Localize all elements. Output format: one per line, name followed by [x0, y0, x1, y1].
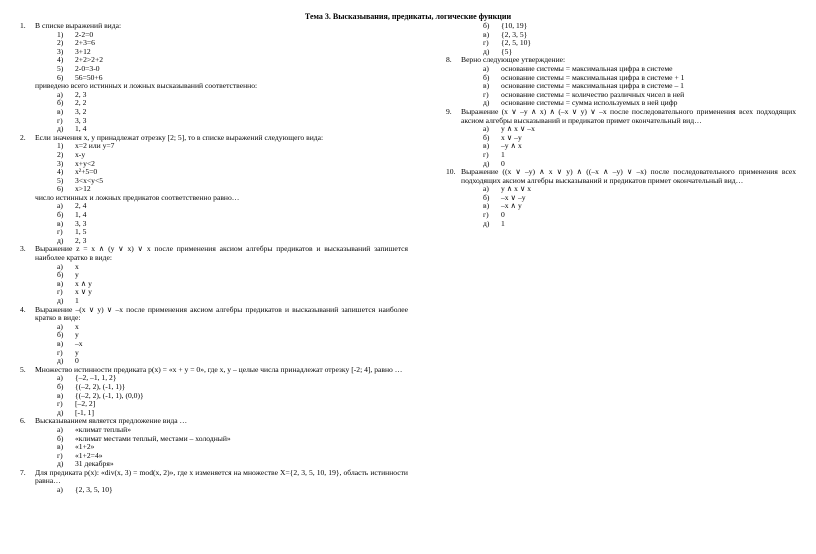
question-continuation: число истинных и ложных предикатов соответственно равно…: [35, 192, 240, 202]
answer-option: [57, 202, 408, 211]
option-text: 2, 3: [75, 89, 87, 99]
question-block: [20, 134, 408, 246]
option-label: г): [57, 227, 63, 237]
question-text: В списке выражений вида:: [35, 21, 122, 30]
answer-option: [483, 39, 796, 48]
question-block: [20, 366, 408, 418]
answer-option: [57, 228, 408, 237]
option-text: 1: [501, 218, 505, 228]
question-number: 3.: [20, 244, 26, 254]
answer-option: [57, 48, 408, 57]
option-label: д): [57, 459, 64, 469]
option-label: д): [57, 296, 64, 305]
option-text: 31 декабря»: [75, 459, 114, 469]
question-number: 2.: [20, 132, 26, 142]
option-label: д): [483, 98, 490, 108]
option-label: б): [57, 433, 64, 443]
option-label: 3): [57, 158, 64, 168]
option-label: б): [483, 192, 490, 202]
option-text: {–2, –1, 1, 2}: [75, 373, 117, 383]
option-label: а): [57, 321, 63, 331]
option-label: а): [57, 201, 63, 211]
answer-option: [57, 220, 408, 229]
option-text: «климат местами теплый, местами – холодный»: [75, 433, 231, 443]
option-label: в): [57, 338, 64, 348]
answer-option: [57, 177, 408, 186]
answer-option: [57, 435, 408, 444]
question-text: Верно следующее утверждение:: [461, 55, 566, 65]
option-text: {(–2, 2), (-1, 1)}: [75, 381, 126, 391]
option-label: а): [483, 184, 489, 194]
option-label: д): [483, 46, 490, 56]
option-text: x ∨ y: [75, 287, 92, 297]
option-text: «климат теплый»: [75, 424, 131, 434]
option-label: 2): [57, 149, 64, 159]
option-text: 0: [501, 158, 505, 168]
answer-option: [57, 443, 408, 452]
answer-option: [57, 99, 408, 108]
option-label: 6): [57, 184, 64, 194]
question-block: [20, 306, 408, 366]
option-text: основание системы = максимальная цифра в системе: [501, 63, 673, 73]
option-text: –x: [75, 338, 83, 348]
option-label: 2): [57, 38, 64, 48]
option-label: в): [57, 106, 64, 116]
option-text: –y ∧ x: [501, 141, 522, 151]
option-label: б): [483, 132, 490, 142]
option-label: 1): [57, 29, 64, 39]
option-text: 2, 3: [75, 235, 87, 245]
option-text: x-y: [75, 149, 86, 159]
option-text: x: [75, 261, 79, 271]
question-block: [446, 168, 796, 228]
answer-option: [483, 220, 796, 229]
answer-option: [483, 211, 796, 220]
option-text: –x ∧ y: [501, 201, 522, 211]
page-title: Тема 3. Высказывания, предикаты, логические функции: [304, 12, 512, 21]
option-label: в): [483, 201, 490, 211]
question-number: 5.: [20, 364, 26, 374]
answer-option: [57, 39, 408, 48]
question-block: [446, 22, 796, 56]
option-text: 2, 4: [75, 201, 87, 211]
answer-option: [57, 56, 408, 65]
option-label: 4): [57, 167, 64, 177]
option-text: x>12: [75, 184, 91, 194]
question-continuation: приведено всего истинных и ложных высказываний соответственно:: [35, 81, 258, 91]
option-label: г): [483, 149, 489, 159]
answer-option: [483, 142, 796, 151]
option-label: б): [483, 21, 490, 30]
option-text: –x ∨ –y: [501, 192, 526, 202]
option-label: г): [57, 287, 63, 297]
answer-option: [57, 91, 408, 100]
answer-option: [57, 331, 408, 340]
option-label: в): [57, 218, 64, 228]
answer-option: [483, 151, 796, 160]
option-text: x: [75, 321, 79, 331]
option-label: 1): [57, 141, 64, 151]
option-text: «1+2=4»: [75, 450, 103, 460]
option-label: в): [57, 390, 64, 400]
option-label: в): [483, 141, 490, 151]
option-label: д): [483, 218, 490, 228]
answer-option: [57, 486, 408, 495]
option-label: г): [483, 210, 489, 220]
option-label: в): [57, 442, 64, 452]
question-text: Множество истинности предиката p(x) = «x + y = 0», где x, y – целые числа принадлежат отрезку [-2; 4], равно …: [35, 364, 403, 374]
answer-option: [57, 288, 408, 297]
option-text: основание системы = максимальная цифра в системе – 1: [501, 81, 684, 91]
question-number: 9.: [446, 106, 452, 116]
option-text: x ∧ y: [75, 278, 92, 288]
option-label: д): [483, 158, 490, 168]
option-text: 2-2=0: [75, 29, 94, 39]
option-text: y: [75, 347, 79, 357]
option-text: {2, 3, 5, 10}: [75, 485, 113, 495]
answer-option: [483, 125, 796, 134]
question-number: 10.: [446, 167, 456, 177]
left-column: [20, 22, 408, 495]
option-text: 2+2>2+2: [75, 55, 104, 65]
option-label: а): [57, 373, 63, 383]
answer-option: [57, 74, 408, 83]
answer-option: [57, 185, 408, 194]
right-column: [446, 22, 796, 228]
answer-option: [483, 134, 796, 143]
option-label: а): [57, 89, 63, 99]
option-text: 3, 3: [75, 218, 87, 228]
option-label: б): [57, 330, 64, 340]
option-text: 2+3=6: [75, 38, 95, 48]
answer-option: [57, 271, 408, 280]
option-label: г): [483, 89, 489, 99]
option-label: 4): [57, 55, 64, 65]
option-label: а): [483, 63, 489, 73]
option-text: 1, 5: [75, 227, 87, 237]
option-label: а): [483, 124, 489, 134]
question-number: 1.: [20, 21, 26, 30]
option-text: 1, 4: [75, 210, 87, 220]
answer-option: [57, 211, 408, 220]
answer-option: [57, 142, 408, 151]
question-block: [20, 245, 408, 305]
option-label: 5): [57, 175, 64, 185]
option-label: г): [483, 38, 489, 48]
answer-option: [483, 202, 796, 211]
question-block: [20, 417, 408, 469]
option-text: x²+5=0: [75, 167, 98, 177]
option-label: г): [57, 115, 63, 125]
option-label: в): [483, 81, 490, 91]
option-label: б): [483, 72, 490, 82]
question-text: Выражение ((x ∨ –y) ∧ x ∨ y) ∧ ((–x ∧ –y) ∨ –x) после последовательного применения всех подходящих аксиом алгебры высказываний и предикатов примет окончательный вид…: [461, 167, 796, 185]
option-label: б): [57, 381, 64, 391]
question-block: [20, 22, 408, 134]
question-text: Выражение z = x ∧ (y ∨ x) ∨ x после применения аксиом алгебры предикатов и высказываний запишется наиболее кратко в виде:: [35, 244, 408, 263]
option-text: основание системы = максимальная цифра в системе + 1: [501, 72, 685, 82]
question-block: [446, 56, 796, 108]
option-text: x=2 или y=7: [75, 141, 115, 151]
option-text: {(–2, 2), (-1, 1), (0,0)}: [75, 390, 144, 400]
question-number: 4.: [20, 304, 26, 314]
answer-option: [57, 323, 408, 332]
option-label: д): [57, 356, 64, 366]
answer-option: [57, 263, 408, 272]
option-label: б): [57, 210, 64, 220]
option-text: {5}: [501, 46, 513, 56]
option-label: 6): [57, 72, 64, 82]
answer-option: [57, 117, 408, 126]
question-block: [446, 108, 796, 168]
option-label: в): [483, 29, 490, 39]
question-number: 8.: [446, 55, 452, 65]
answer-option: [483, 185, 796, 194]
question-text: Высказыванием является предложение вида …: [35, 416, 188, 426]
answer-option: [57, 400, 408, 409]
answer-option: [483, 22, 796, 31]
answer-option: [57, 280, 408, 289]
option-text: 1: [501, 149, 505, 159]
option-text: основание системы = сумма используемых в ней цифр: [501, 98, 678, 108]
option-text: [–2, 2]: [75, 399, 96, 409]
option-label: 5): [57, 63, 64, 73]
question-text: Выражение –(x ∨ y) ∨ –x после применения аксиом алгебры предикатов и высказываний запишется наиболее кратко в виде:: [35, 304, 408, 323]
option-label: б): [57, 270, 64, 280]
option-text: 3, 2: [75, 106, 87, 116]
option-label: д): [57, 235, 64, 245]
option-text: {10, 19}: [501, 21, 528, 30]
option-text: x ∨ –y: [501, 132, 522, 142]
answer-option: [57, 65, 408, 74]
answer-option: [57, 31, 408, 40]
option-text: y: [75, 270, 79, 280]
option-label: д): [57, 124, 64, 134]
option-label: г): [57, 399, 63, 409]
option-text: y ∧ x ∨ x: [501, 184, 532, 194]
option-text: 2, 2: [75, 98, 87, 108]
option-text: 0: [501, 210, 505, 220]
option-text: основание системы = количество различных чисел в ней: [501, 89, 685, 99]
option-text: y: [75, 330, 79, 340]
answer-option: [57, 168, 408, 177]
option-text: 3+12: [75, 46, 91, 56]
answer-option: [57, 349, 408, 358]
option-text: y ∧ x ∨ –x: [501, 124, 535, 134]
option-text: 2-0=3-0: [75, 63, 100, 73]
option-label: г): [57, 347, 63, 357]
option-label: б): [57, 98, 64, 108]
answer-option: [57, 340, 408, 349]
answer-option: [483, 194, 796, 203]
option-label: г): [57, 450, 63, 460]
question-number: 7.: [20, 467, 26, 477]
option-label: а): [57, 261, 63, 271]
option-text: 1: [75, 296, 79, 305]
option-text: 0: [75, 356, 79, 366]
option-text: x+y<2: [75, 158, 95, 168]
option-label: а): [57, 424, 63, 434]
option-label: 3): [57, 46, 64, 56]
option-text: 1, 4: [75, 124, 87, 134]
option-text: 56=50+6: [75, 72, 103, 82]
option-text: {2, 3, 5}: [501, 29, 528, 39]
option-text: [-1, 1]: [75, 407, 94, 417]
option-label: д): [57, 407, 64, 417]
option-text: «1+2»: [75, 442, 95, 452]
question-text: Выражение (x ∨ –y ∧ x) ∧ (–x ∨ y) ∨ –x после последовательного применения всех подходящих аксиом алгебры высказываний и предикатов примет окончательный вид…: [461, 106, 796, 125]
answer-option: [57, 160, 408, 169]
question-block: [20, 469, 408, 495]
option-text: 3<x<y<5: [75, 175, 104, 185]
question-text: Если значения x, y принадлежат отрезку [2; 5], то в списке выражений следующего вида:: [35, 132, 324, 142]
answer-option: [57, 392, 408, 401]
answer-option: [57, 151, 408, 160]
answer-option: [57, 108, 408, 117]
option-text: {2, 5, 10}: [501, 38, 532, 48]
option-label: в): [57, 278, 64, 288]
question-text: Для предиката p(x): «div(x, 3) = mod(x, 2)», где x изменяется на множестве X={2, 3, 5, 10, 19}, область истинности равна…: [35, 467, 408, 486]
question-number: 6.: [20, 416, 26, 426]
option-text: 3, 3: [75, 115, 87, 125]
option-label: а): [57, 485, 63, 495]
